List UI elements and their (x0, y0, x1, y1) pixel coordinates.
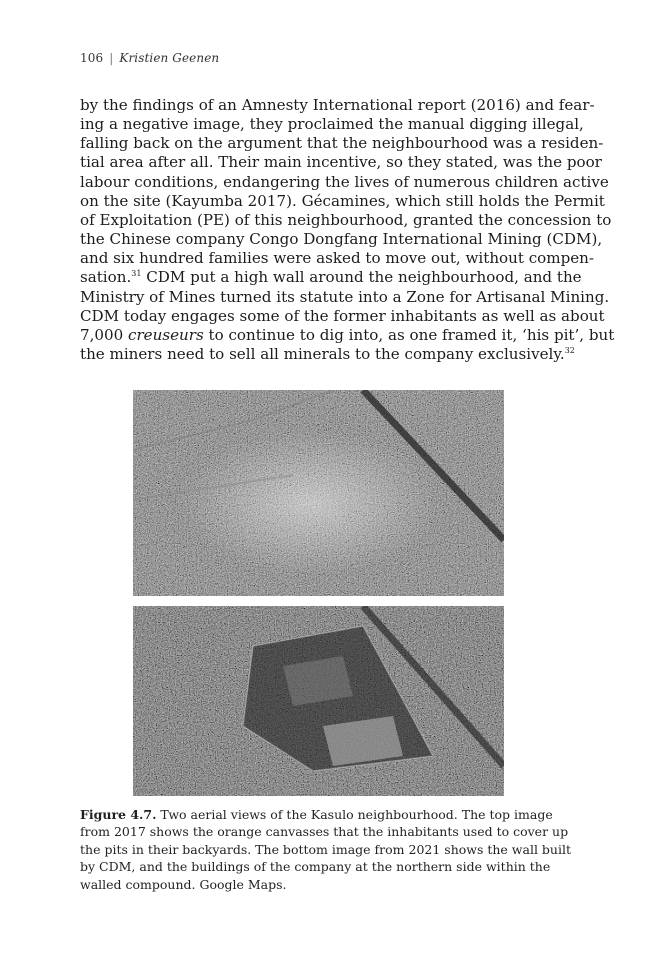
running-head-author: Kristien Geenen (119, 51, 220, 65)
footnote-marker-32[interactable]: 32 (564, 346, 575, 356)
aerial-photo-2017-image (133, 390, 504, 596)
aerial-photo-2021-image (133, 606, 504, 796)
caption-text: Two aerial views of the Kasulo neighbourhood. The top image (156, 807, 553, 822)
body-line: labour conditions, endangering the lives of numerous children active (80, 172, 609, 191)
body-line: CDM today engages some of the former inhabitants as well as about (80, 306, 605, 325)
body-text-run: the miners need to sell all minerals to the company exclusively. (80, 345, 565, 364)
body-line (80, 325, 615, 345)
running-header (80, 51, 219, 65)
body-line: by the findings of an Amnesty International report (2016) and fear- (80, 96, 595, 114)
aerial-photo-2017 (133, 390, 504, 596)
body-line: ing a negative image, they proclaimed the manual digging illegal, (80, 115, 584, 134)
page-number: 106 (80, 51, 104, 65)
body-line: Ministry of Mines turned its statute into a Zone for Artisanal Mining. (80, 287, 610, 306)
caption-line: by CDM, and the buildings of the company at the northern side within the (80, 859, 551, 875)
body-text-run: CDM put a high wall around the neighbourhood, and the (141, 268, 582, 287)
body-paragraph (80, 96, 615, 364)
header-separator: | (109, 51, 114, 65)
caption-line: walled compound. Google Maps. (80, 876, 287, 892)
body-line: the Chinese company Congo Dongfang International Mining (CDM), (80, 230, 603, 249)
body-line: falling back on the argument that the neighbourhood was a residen- (80, 134, 604, 153)
caption-line: from 2017 shows the orange canvasses that the inhabitants used to cover up (80, 824, 569, 840)
figure-caption (80, 806, 571, 893)
footnote-marker-31[interactable]: 31 (131, 269, 142, 279)
italic-term: creuseurs (128, 325, 204, 344)
body-line: tial area after all. Their main incentive, so they stated, was the poor (80, 153, 602, 172)
aerial-photo-2021 (133, 606, 504, 796)
caption-line: the pits in their backyards. The bottom image from 2021 shows the wall built (80, 841, 571, 857)
body-line (80, 268, 582, 287)
body-line: and six hundred families were asked to move out, without compen- (80, 249, 594, 268)
body-line: on the site (Kayumba 2017). Gécamines, which still holds the Permit (80, 191, 605, 210)
body-line (80, 345, 575, 364)
figure-label: Figure 4.7. (80, 807, 157, 822)
body-text-run: sation. (80, 268, 132, 287)
caption-line (80, 806, 560, 823)
body-text-run: 7,000 (80, 325, 129, 344)
body-text-run: to continue to dig into, as one framed it, ‘his pit’, but (203, 325, 615, 344)
body-line: of Exploitation (PE) of this neighbourhood, granted the concession to (80, 210, 612, 229)
